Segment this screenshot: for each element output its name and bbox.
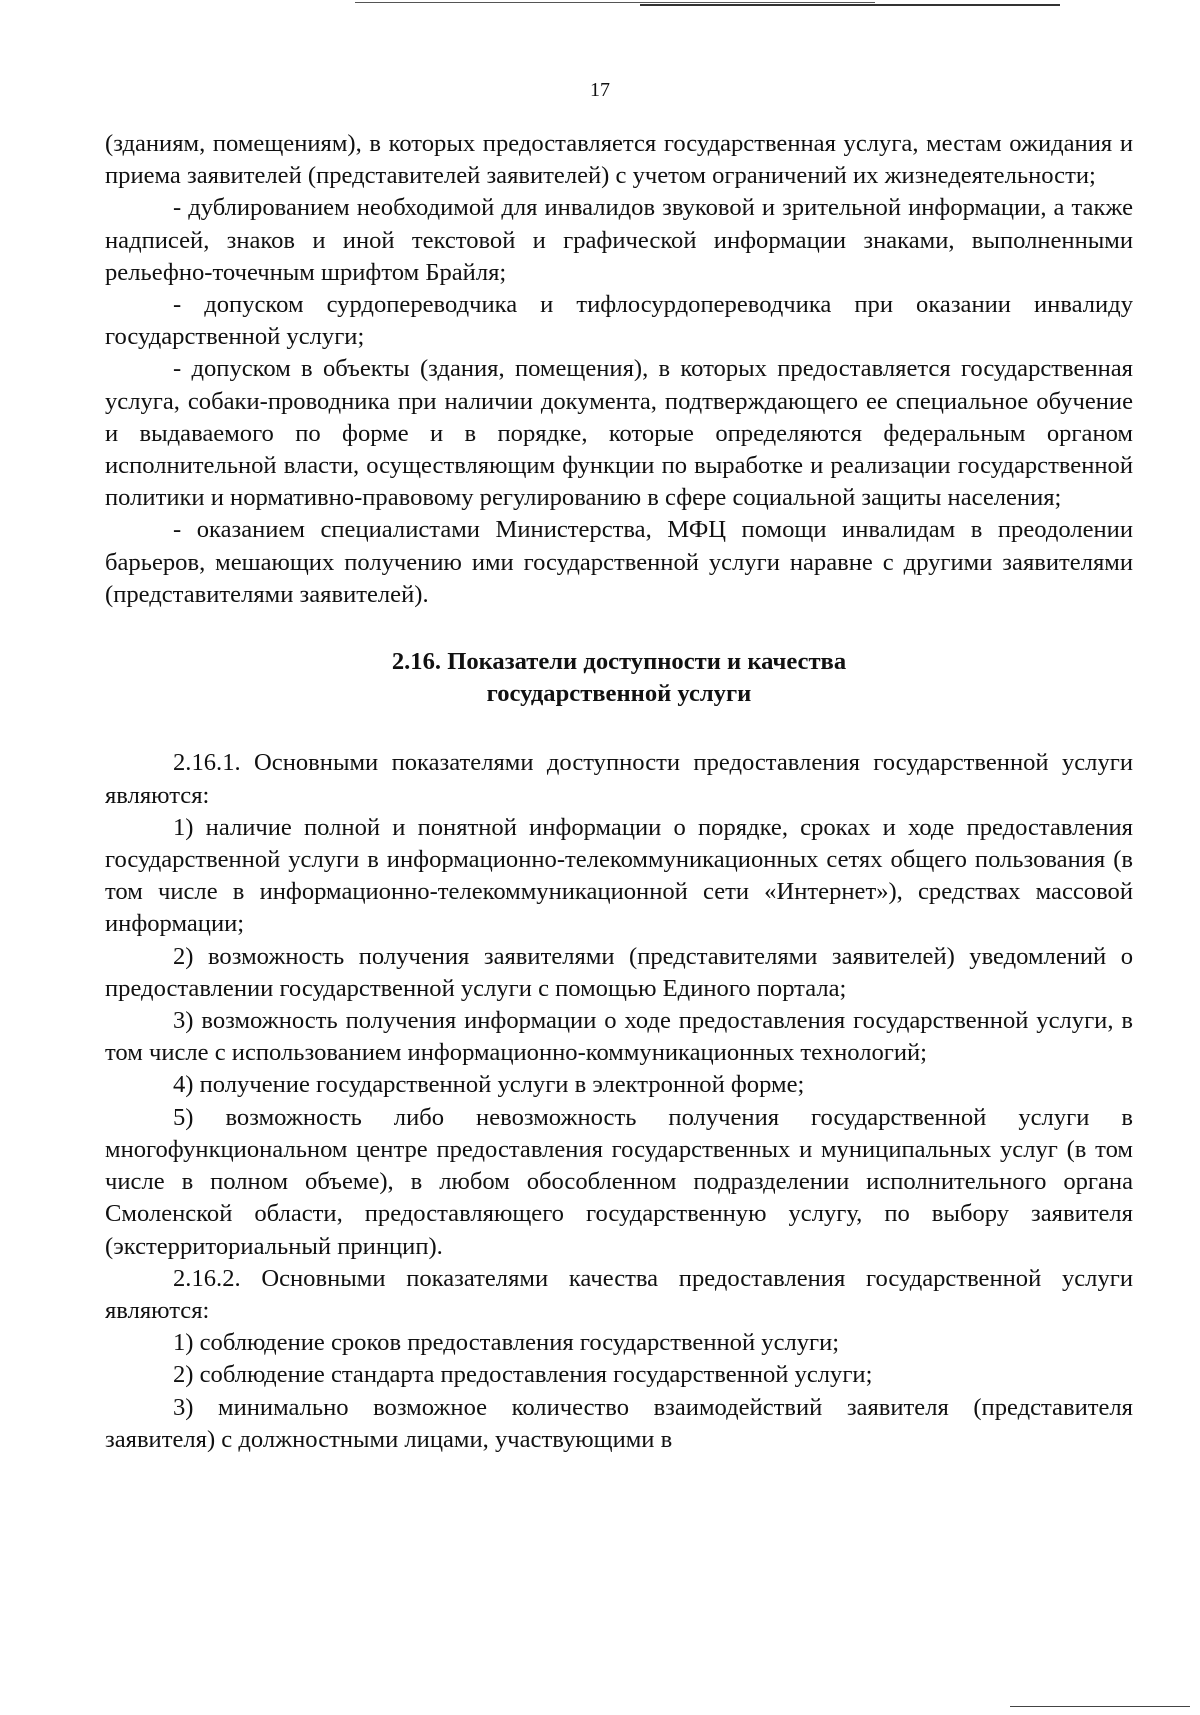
- paragraph: 3) возможность получения информации о ходе предоставления государственной услуги, в том числе с использованием информационно-коммуникационных технологий;: [105, 1007, 1133, 1067]
- section-heading-line: 2.16. Показатели доступности и качества: [391, 648, 847, 676]
- paragraph: - допуском в объекты (здания, помещения), в которых предоставляется государственная услуга, собаки-проводника при наличии документа, подтверждающего ее специальное обучение и выдаваемого по форме и в порядке, которые определяются федеральным органом исполнительной власти, осуществляющим функции по выработке и реализации государственной политики и нормативно-правовому регулированию в сфере социальной защиты населения;: [105, 355, 1133, 512]
- paragraph: 2) соблюдение стандарта предоставления государственной услуги;: [173, 1361, 873, 1389]
- document-body: [105, 128, 1133, 1456]
- paragraph: 2.16.1. Основными показателями доступности предоставления государственной услуги являются:: [105, 749, 1133, 809]
- paragraph: 2) возможность получения заявителями (представителями заявителей) уведомлений о предоставлении государственной услуги с помощью Единого портала;: [105, 942, 1133, 1002]
- paragraph: 2.16.2. Основными показателями качества предоставления государственной услуги являются:: [105, 1264, 1133, 1324]
- paragraph: 4) получение государственной услуги в электронной форме;: [173, 1071, 805, 1099]
- scan-edge-line: [1010, 1706, 1190, 1707]
- section-heading-line: государственной услуги: [486, 680, 752, 708]
- paragraph: 3) минимально возможное количество взаимодействий заявителя (представителя заявителя) с должностными лицами, участвующими в: [105, 1393, 1133, 1453]
- paragraph: 1) наличие полной и понятной информации о порядке, сроках и ходе предоставления государственной услуги в информационно-телекоммуникационных сетях общего пользования (в том числе в информационно-телекоммуникационной сети «Интернет»), средствах массовой информации;: [105, 813, 1133, 938]
- paragraph: 5) возможность либо невозможность получения государственной услуги в многофункциональном центре предоставления государственных и муниципальных услуг (в том числе в полном объеме), в любом обособленном подразделении исполнительного органа Смоленской области, предоставляющего государственную услугу, по выбору заявителя (экстерриториальный принцип).: [105, 1103, 1133, 1260]
- paragraph: - оказанием специалистами Министерства, МФЦ помощи инвалидам в преодолении барьеров, мешающих получению ими государственной услуги наравне с другими заявителями (представителями заявителей).: [105, 516, 1133, 608]
- scan-edge-line: [355, 2, 875, 3]
- scan-edge-line: [640, 4, 1060, 6]
- section-heading: [105, 646, 1133, 710]
- paragraph: (зданиям, помещениям), в которых предоставляется государственная услуга, местам ожидания и приема заявителей (представителей заявителей) с учетом ограничений их жизнедеятельности;: [105, 130, 1133, 190]
- paragraph: 1) соблюдение сроков предоставления государственной услуги;: [173, 1329, 840, 1357]
- paragraph: - допуском сурдопереводчика и тифлосурдопереводчика при оказании инвалиду государственной услуги;: [105, 291, 1133, 351]
- page-number: 17: [590, 79, 610, 101]
- paragraph: - дублированием необходимой для инвалидов звуковой и зрительной информации, а также надписей, знаков и иной текстовой и графической информации знаками, выполненными рельефно-точечным шрифтом Брайля;: [105, 194, 1133, 286]
